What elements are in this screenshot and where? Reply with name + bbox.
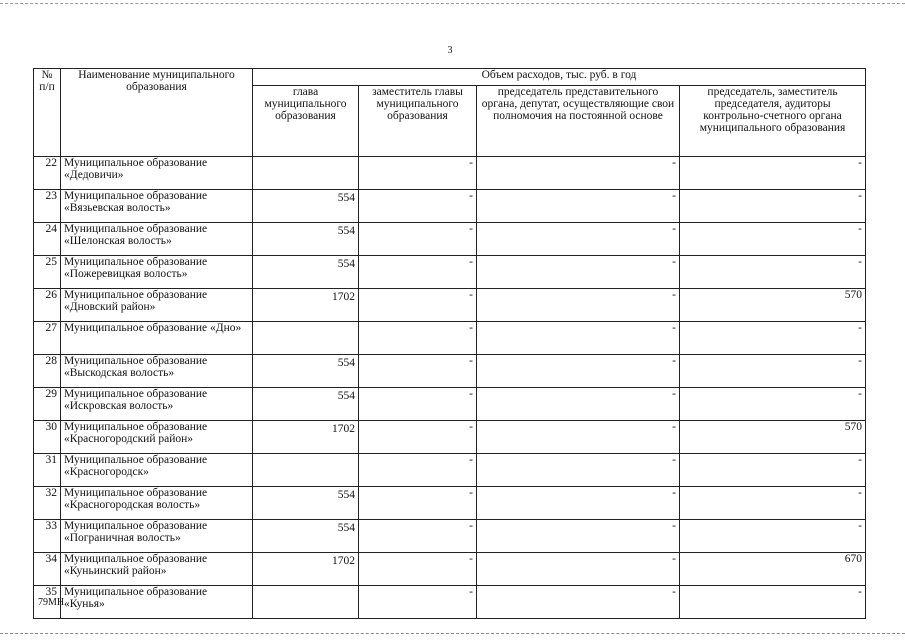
row-number: 22 <box>34 157 61 190</box>
value-deputy-head: - <box>359 289 477 322</box>
value-audit-body: - <box>680 388 866 421</box>
value-head: 554 <box>253 388 359 421</box>
header-name: Наименование муниципального образования <box>61 69 253 157</box>
municipality-name: Муниципальное образование «Красногородск» <box>61 454 253 487</box>
value-head: 1702 <box>253 421 359 454</box>
table-row <box>34 322 866 355</box>
table-row <box>34 586 866 619</box>
row-number: 29 <box>34 388 61 421</box>
value-deputy-head: - <box>359 388 477 421</box>
value-council-chair: - <box>477 157 680 190</box>
value-audit-body: - <box>680 586 866 619</box>
value-deputy-head: - <box>359 223 477 256</box>
row-number: 25 <box>34 256 61 289</box>
row-number: 26 <box>34 289 61 322</box>
value-deputy-head: - <box>359 520 477 553</box>
scan-edge-top <box>0 3 905 4</box>
value-audit-body: 570 <box>680 289 866 322</box>
row-number: 27 <box>34 322 61 355</box>
header-audit-body: председатель, заместитель председателя, аудиторы контрольно-счетного органа муниципального образования <box>680 86 866 157</box>
value-deputy-head: - <box>359 454 477 487</box>
municipality-name: Муниципальное образование «Шелонская волость» <box>61 223 253 256</box>
value-council-chair: - <box>477 223 680 256</box>
table-row <box>34 190 866 223</box>
row-number: 33 <box>34 520 61 553</box>
value-head: 554 <box>253 190 359 223</box>
municipality-name: Муниципальное образование «Пограничная волость» <box>61 520 253 553</box>
value-deputy-head: - <box>359 421 477 454</box>
value-head: 554 <box>253 256 359 289</box>
value-deputy-head: - <box>359 553 477 586</box>
table-row <box>34 487 866 520</box>
header-number: № п/п <box>34 69 61 157</box>
municipality-name: Муниципальное образование «Искровская волость» <box>61 388 253 421</box>
value-audit-body: - <box>680 454 866 487</box>
value-council-chair: - <box>477 421 680 454</box>
municipality-name: Муниципальное образование «Дновский район» <box>61 289 253 322</box>
value-head: 1702 <box>253 289 359 322</box>
municipality-name: Муниципальное образование «Дедовичи» <box>61 157 253 190</box>
row-number: 28 <box>34 355 61 388</box>
value-audit-body: - <box>680 256 866 289</box>
value-council-chair: - <box>477 388 680 421</box>
municipality-name: Муниципальное образование «Кунья» <box>61 586 253 619</box>
value-deputy-head: - <box>359 190 477 223</box>
value-council-chair: - <box>477 322 680 355</box>
expenses-table <box>33 68 866 619</box>
row-number: 35 <box>34 586 61 619</box>
value-head <box>253 586 359 619</box>
municipality-name: Муниципальное образование «Дно» <box>61 322 253 355</box>
value-deputy-head: - <box>359 487 477 520</box>
value-head <box>253 454 359 487</box>
table-row <box>34 454 866 487</box>
municipality-name: Муниципальное образование «Красногородский район» <box>61 421 253 454</box>
value-audit-body: - <box>680 157 866 190</box>
value-audit-body: 570 <box>680 421 866 454</box>
table-row <box>34 289 866 322</box>
value-audit-body: - <box>680 487 866 520</box>
header-council-chair: председатель представительного органа, депутат, осуществляющие свои полномочия на постоянной основе <box>477 86 680 157</box>
value-council-chair: - <box>477 355 680 388</box>
value-deputy-head: - <box>359 586 477 619</box>
value-council-chair: - <box>477 454 680 487</box>
value-deputy-head: - <box>359 256 477 289</box>
value-deputy-head: - <box>359 355 477 388</box>
value-audit-body: - <box>680 355 866 388</box>
value-council-chair: - <box>477 487 680 520</box>
table-row <box>34 520 866 553</box>
municipality-name: Муниципальное образование «Вязьевская волость» <box>61 190 253 223</box>
value-council-chair: - <box>477 520 680 553</box>
value-head: 554 <box>253 223 359 256</box>
value-head: 554 <box>253 487 359 520</box>
value-council-chair: - <box>477 190 680 223</box>
value-council-chair: - <box>477 256 680 289</box>
value-head: 1702 <box>253 553 359 586</box>
value-head <box>253 157 359 190</box>
table-row <box>34 553 866 586</box>
row-number: 30 <box>34 421 61 454</box>
row-number: 31 <box>34 454 61 487</box>
value-deputy-head: - <box>359 322 477 355</box>
value-audit-body: - <box>680 190 866 223</box>
header-head: глава муниципального образования <box>253 86 359 157</box>
value-deputy-head: - <box>359 157 477 190</box>
municipality-name: Муниципальное образование «Выскодская волость» <box>61 355 253 388</box>
value-council-chair: - <box>477 289 680 322</box>
value-audit-body: - <box>680 223 866 256</box>
table-row <box>34 223 866 256</box>
value-council-chair: - <box>477 586 680 619</box>
table-row <box>34 388 866 421</box>
municipality-name: Муниципальное образование «Красногородская волость» <box>61 487 253 520</box>
value-council-chair: - <box>477 553 680 586</box>
table-row <box>34 355 866 388</box>
row-number: 24 <box>34 223 61 256</box>
header-deputy-head: заместитель главы муниципального образования <box>359 86 477 157</box>
municipality-name: Муниципальное образование «Куньинский район» <box>61 553 253 586</box>
page-number: 3 <box>447 45 453 56</box>
value-audit-body: - <box>680 322 866 355</box>
header-expense-group: Объем расходов, тыс. руб. в год <box>253 69 866 86</box>
value-audit-body: 670 <box>680 553 866 586</box>
table-body <box>34 157 866 619</box>
document-code: 79МН <box>38 597 65 608</box>
table-row <box>34 256 866 289</box>
row-number: 23 <box>34 190 61 223</box>
row-number: 32 <box>34 487 61 520</box>
value-audit-body: - <box>680 520 866 553</box>
table-row <box>34 421 866 454</box>
value-head: 554 <box>253 520 359 553</box>
table-row <box>34 157 866 190</box>
value-head: 554 <box>253 355 359 388</box>
value-head <box>253 322 359 355</box>
municipality-name: Муниципальное образование «Пожеревицкая волость» <box>61 256 253 289</box>
scan-edge-bottom <box>0 633 905 634</box>
row-number: 34 <box>34 553 61 586</box>
